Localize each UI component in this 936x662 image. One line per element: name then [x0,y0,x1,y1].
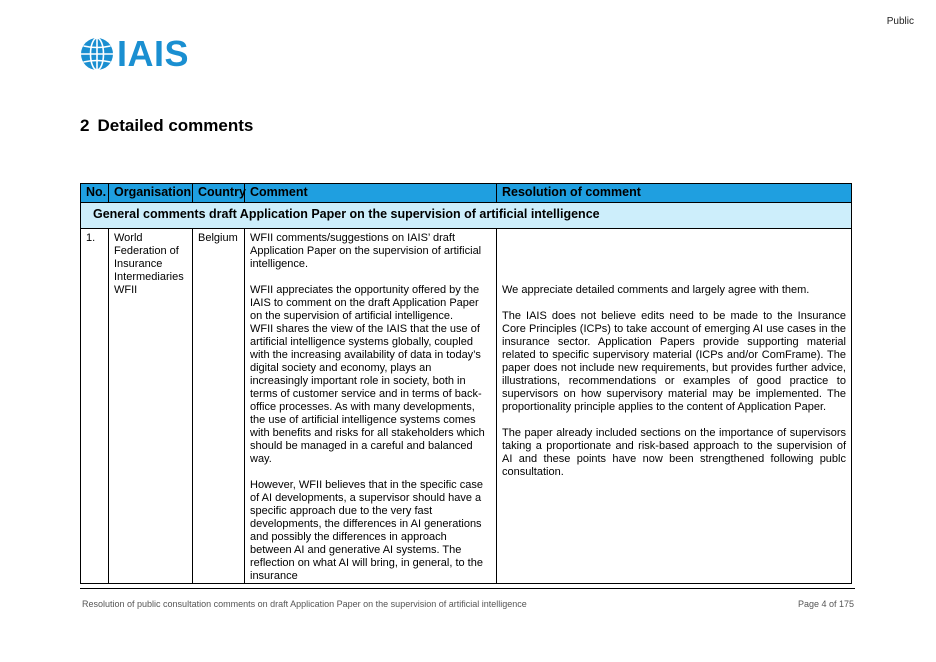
classification-label: Public [886,16,914,27]
group-title: General comments draft Application Paper on the supervision of artificial intelligence [81,203,852,229]
resolution-paragraph: The paper already included sections on the importance of supervisors taking a proportionate and risk-based approach to the supervision of AI and these points have now been strengthened following publc consultation. [502,427,846,478]
comment-paragraph: However, WFII believes that in the specific case of AI developments, a supervisor should have a specific approach due to the very fast developments, the differences in AI generations and possibly the differences in approach between AI and generative AI systems. The reflection on what AI will bring, in general, to the insurance [250,479,483,582]
header-organisation: Organisation [109,184,193,203]
row-organisation [109,229,193,584]
header-resolution: Resolution of comment [497,184,852,203]
row-country: Belgium [193,229,245,584]
group-row [81,203,852,229]
footer-title: Resolution of public consultation comments on draft Application Paper on the supervision of artificial intelligence [82,599,527,609]
section-number: 2 [80,116,90,135]
comment-paragraph: WFII comments/suggestions on IAIS’ draft Application Paper on the supervision of artificial intelligence. [250,232,482,270]
header-country: Country [193,184,245,203]
table-row [81,229,852,584]
org-line: Federation of [114,245,179,257]
header-comment: Comment [245,184,497,203]
comment-paragraph: WFII shares the view of the IAIS that the use of artificial intelligence systems globally, coupled with the increasing availability of data in today’s digital society and economy, plays an increasingly important role in society, both in terms of customer service and in terms of back-office processes. As with many developments, the use of artificial intelligence systems comes with benefits and risks for all stakeholders which should be managed in a careful and balanced way. [250,323,485,465]
page-number: Page 4 of 175 [797,599,854,609]
resolution-paragraph: The IAIS does not believe edits need to be made to the Insurance Core Principles (ICPs) to take account of emerging AI use cases in the insurance sector. Application Papers provide supporting material related to specific supervisory material (ICPs and/or ComFrame). The paper does not include new requirements, but provides further advice, illustrations, recommendations or examples of good practice to supervisors on how supervisory material may be implemented. The proportionality principle applies to the content of Application Paper. [502,310,846,413]
row-comment [245,229,497,584]
comments-table [80,183,852,584]
comment-paragraph: WFII appreciates the opportunity offered by the IAIS to comment on the draft Application Paper on the supervision of artificial intelligence. [250,284,480,322]
resolution-paragraph: We appreciate detailed comments and largely agree with them. [502,284,810,296]
row-resolution [497,229,852,584]
org-line: Intermediaries [114,271,184,283]
section-title: Detailed comments [97,116,254,135]
globe-icon [80,37,114,71]
table-header-row [81,184,852,203]
header-no: No. [81,184,109,203]
org-line: WFII [114,284,138,296]
org-line: Insurance [114,258,163,270]
section-heading [80,116,253,136]
logo-text: IAIS [117,33,190,74]
row-number: 1. [81,229,109,584]
org-line: World [114,232,143,244]
iais-logo [80,33,190,74]
footer-divider [80,588,855,589]
